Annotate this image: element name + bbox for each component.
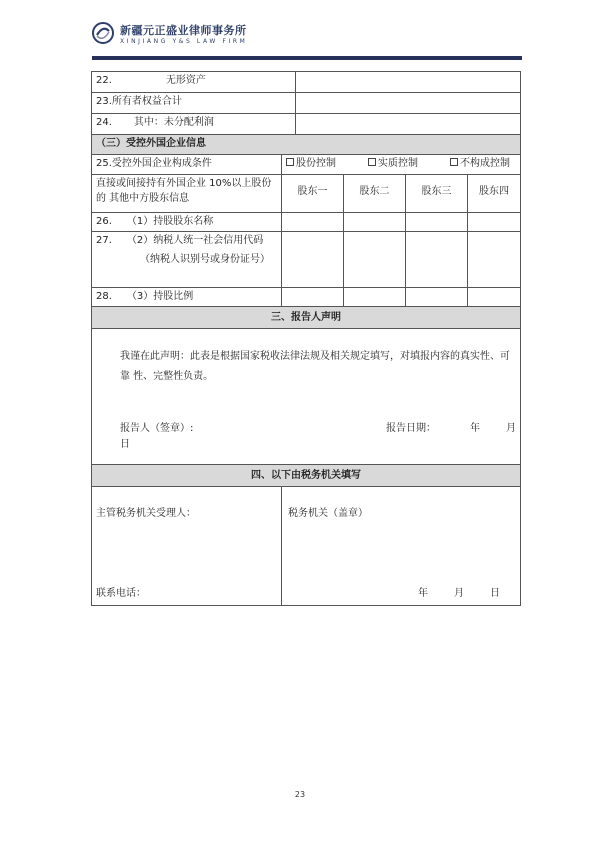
row-22-text: 无形资产 [165, 75, 206, 86]
firm-logo-icon [92, 22, 114, 44]
report-form [91, 71, 521, 606]
row-27 [92, 232, 520, 288]
row-26-cell-4[interactable] [468, 213, 520, 231]
declaration-sign-line [120, 421, 516, 437]
seal-label: 税务机关（盖章） [288, 508, 368, 519]
report-year: 年 [470, 423, 480, 434]
row-22 [92, 72, 520, 93]
checkbox-icon [368, 158, 376, 166]
row-25 [92, 155, 520, 175]
row-24-num: 24. [96, 117, 112, 128]
row-25-options [282, 155, 520, 174]
declaration-title: 三、报告人声明 [271, 312, 341, 323]
row-27-cell-4[interactable] [468, 232, 520, 287]
report-date-label: 报告日期： [386, 423, 436, 434]
checkbox-icon [450, 158, 458, 166]
row-26-cell-1[interactable] [282, 213, 344, 231]
tax-day: 日 [490, 587, 500, 599]
shareholder-1: 股东一 [282, 175, 344, 212]
row-24 [92, 114, 520, 135]
section3-header [92, 135, 520, 155]
row-28-cell-3[interactable] [406, 288, 468, 306]
option-substantive-control[interactable]: 实质控制 [368, 157, 418, 172]
declaration-header [92, 307, 520, 329]
shareholder-3: 股东三 [406, 175, 468, 212]
declaration-text: 我谨在此声明：此表是根据国家税收法律法规及相关规定填写，对填报内容的真实性、可靠 性、完整性负责。 [120, 351, 510, 382]
firm-name-cn: 新疆元正盛业律师事务所 [120, 24, 247, 37]
option-no-control[interactable]: 不构成控制 [450, 157, 510, 172]
row-27-cell-3[interactable] [406, 232, 468, 287]
row-24-label [92, 114, 296, 134]
shareholder-header-row [92, 175, 520, 213]
row-28-cell-1[interactable] [282, 288, 344, 306]
row-28-cell-4[interactable] [468, 288, 520, 306]
row-23-num: 23. [96, 96, 112, 107]
page-number: 23 [294, 790, 306, 799]
row-28-cell-2[interactable] [344, 288, 406, 306]
row-22-num: 22. [96, 75, 112, 86]
declaration-sign-area [120, 421, 516, 453]
row-23-text: 所有者权益合计 [111, 96, 182, 107]
receiver-cell[interactable] [92, 487, 282, 605]
row-28 [92, 288, 520, 307]
row-24-text: 其中：未分配利润 [133, 117, 214, 128]
row-27-cell-1[interactable] [282, 232, 344, 287]
report-day: 日 [120, 439, 130, 450]
tax-year: 年 [418, 587, 428, 599]
tax-month: 月 [454, 587, 464, 599]
row-22-value[interactable] [296, 72, 520, 92]
row-27-line1: 27. （2）纳税人统一社会信用代码 [96, 235, 264, 246]
declaration-body [92, 329, 520, 465]
holder-info-label: 直接或间接持有外国企业 10%以上股份的 其他中方股东信息 [92, 175, 282, 212]
shareholder-4: 股东四 [479, 186, 509, 197]
row-26-cell-3[interactable] [406, 213, 468, 231]
tax-office-date [418, 587, 500, 602]
seal-cell[interactable] [282, 487, 520, 605]
row-26-label: 26. （1）持股股东名称 [92, 213, 282, 231]
tax-office-body [92, 487, 520, 605]
row-26-cell-2[interactable] [344, 213, 406, 231]
option-equity-control[interactable]: 股份控制 [286, 157, 336, 172]
header-rule [92, 56, 522, 60]
letterhead [92, 18, 522, 58]
reporter-label: 报告人（签章）: [120, 423, 194, 434]
section3-title: （三）受控外国企业信息 [96, 138, 206, 149]
tax-office-header [92, 465, 520, 487]
row-28-label: 28. （3）持股比例 [92, 288, 282, 306]
row-27-cell-2[interactable] [344, 232, 406, 287]
row-22-label [92, 72, 296, 92]
receiver-label: 主管税务机关受理人： [96, 508, 196, 519]
shareholder-2: 股东二 [344, 175, 406, 212]
report-month: 月 [506, 423, 516, 434]
row-26 [92, 213, 520, 232]
row-23-label [92, 93, 296, 113]
tax-office-title: 四、以下由税务机关填写 [251, 470, 361, 481]
row-27-label [92, 232, 282, 287]
row-27-line2: （纳税人识别号或身份证号） [140, 253, 270, 265]
firm-name-en: XINJIANG Y&S LAW FIRM [120, 38, 248, 45]
row-24-value[interactable] [296, 114, 520, 134]
checkbox-icon [286, 158, 294, 166]
row-23-value[interactable] [296, 93, 520, 113]
phone-label: 联系电话： [96, 587, 146, 599]
row-25-label: 25.受控外国企业构成条件 [92, 155, 282, 174]
row-23 [92, 93, 520, 114]
